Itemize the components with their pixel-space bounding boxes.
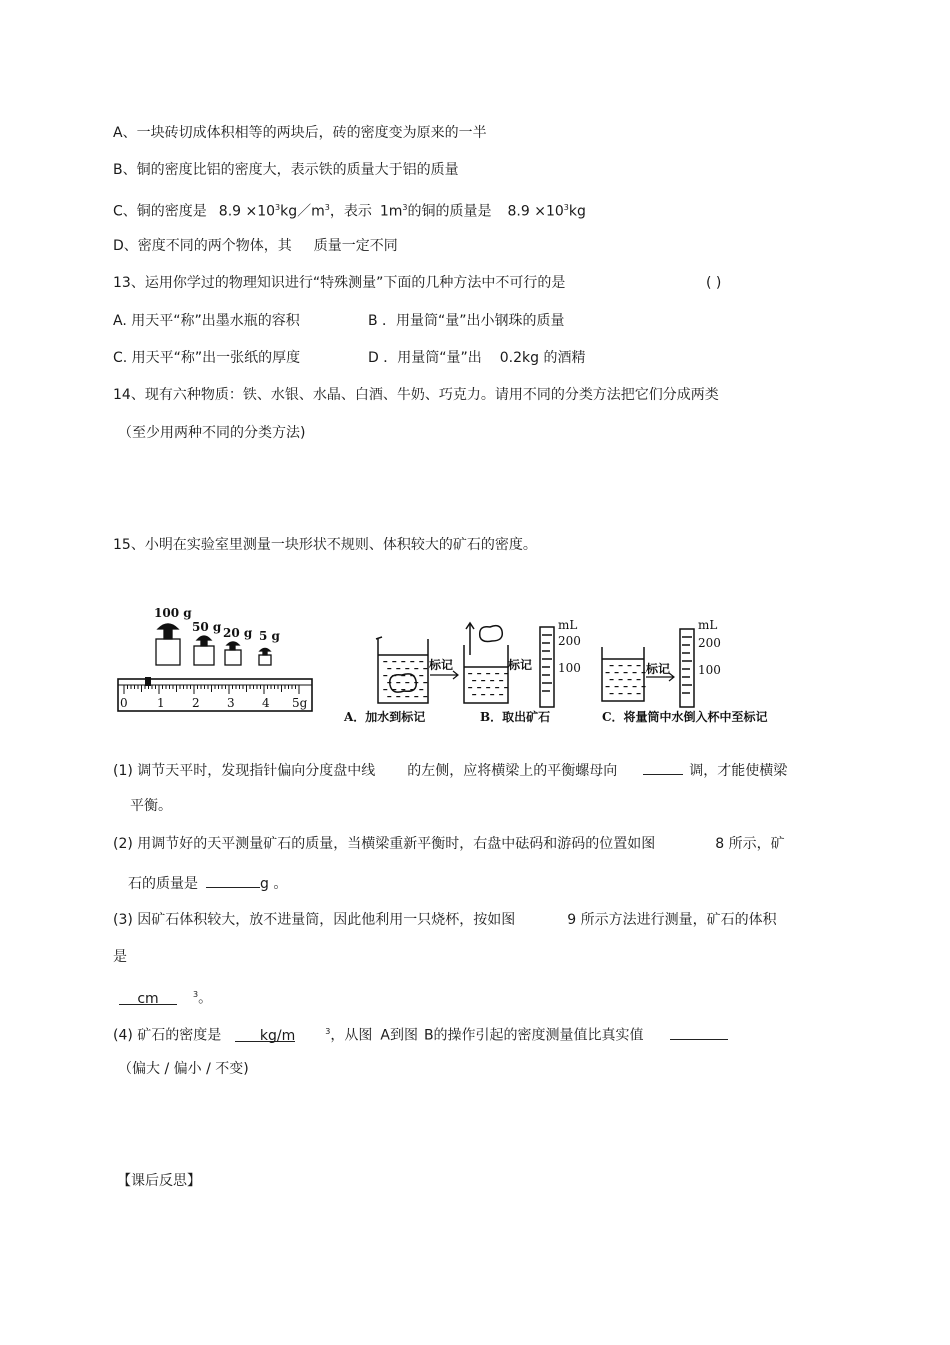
water-dash: [481, 680, 485, 681]
q15-part1-line2: 平衡。: [130, 798, 172, 814]
water-dash: [423, 668, 427, 669]
q15-part4-line1: [113, 1023, 728, 1045]
water-dash: [401, 661, 405, 662]
water-dash: [410, 675, 414, 676]
weight-100g-icon: [156, 624, 180, 665]
q12-option-a: A、一块砖切成体积相等的两块后，砖的密度变为原来的一半: [113, 125, 487, 141]
q13-option-a: A. 用天平“称”出墨水瓶的容积: [113, 313, 300, 329]
water-dash: [637, 693, 641, 694]
water-dash: [486, 687, 490, 688]
q12-d-text2: 质量一定不同: [313, 238, 398, 254]
mark-label-c: 标记: [646, 662, 671, 676]
q14-note: （至少用两种不同的分类方法): [118, 425, 306, 441]
cylinder-2-100: 100: [698, 663, 721, 677]
q13-d-text2: 0.2kg 的酒精: [499, 350, 586, 366]
q15-p2-text-d: g 。: [260, 876, 288, 892]
q13-answer-paren: ( ): [706, 275, 722, 291]
water-dash: [615, 686, 619, 687]
mark-label-b: 标记: [508, 658, 533, 672]
water-dash: [419, 661, 423, 662]
water-dash: [396, 682, 400, 683]
q15-p2-text-b: 8 所示，矿: [715, 836, 785, 852]
water-dash: [410, 661, 414, 662]
cylinder-1-icon: [540, 627, 554, 707]
beaker-c-icon: [602, 647, 644, 701]
water-dash: [610, 693, 614, 694]
q15-part1-line1: [113, 760, 787, 780]
q12-c-exp2: 3: [324, 203, 330, 212]
q15-p2-text-a: (2) 用调节好的天平测量矿石的质量，当横梁重新平衡时，右盘中砝码和游码的位置如图: [113, 836, 656, 852]
water-dash: [405, 682, 409, 683]
q12-c-text: C、铜的密度是: [113, 203, 207, 220]
q15-p1-blank[interactable]: [643, 760, 683, 775]
mark-label-a: 标记: [429, 658, 454, 672]
cylinder-1-unit: mL: [558, 618, 578, 632]
water-dash: [383, 689, 387, 690]
q15-p4-text-e: A到图: [380, 1027, 418, 1044]
q15-p4-text-a: (4) 矿石的密度是: [113, 1027, 222, 1044]
cylinder-1-200: 200: [558, 634, 581, 648]
water-dash: [490, 680, 494, 681]
rider-scale: [118, 677, 312, 711]
water-dash: [628, 679, 632, 680]
water-dash: [637, 679, 641, 680]
water-dash: [628, 693, 632, 694]
weight-50g-label: 50 g: [192, 620, 222, 634]
q14-stem: 14、现有六种物质：铁、水银、水晶、白酒、牛奶、巧克力。请用不同的分类方法把它们分成两类: [113, 387, 719, 403]
q12-option-d: [113, 237, 398, 255]
water-dash: [414, 682, 418, 683]
q12-d-text: D、密度不同的两个物体，其: [113, 238, 292, 254]
cylinder-2-icon: [680, 629, 694, 707]
water-dash: [410, 689, 414, 690]
caption-c: C．将量筒中水倒入杯中至标记: [602, 710, 768, 724]
water-dash: [495, 687, 499, 688]
q15-p2-text-c: 石的质量是: [128, 876, 198, 892]
water-dash: [628, 665, 632, 666]
q15-p4-text-f: B的操作引起的密度测量值比真实值: [423, 1027, 644, 1044]
figure-8-balance-weights: [112, 603, 322, 715]
water-dash: [383, 675, 387, 676]
water-dash: [423, 696, 427, 697]
water-dash: [477, 687, 481, 688]
water-dash: [396, 668, 400, 669]
q12-c-text2: ，表示: [329, 203, 372, 220]
water-dash: [624, 686, 628, 687]
q15-stem: 15、小明在实验室里测量一块形状不规则、体积较大的矿石的密度。: [113, 537, 537, 553]
q13-option-d: [368, 349, 585, 367]
q12-c-unit2: kg: [568, 203, 586, 220]
water-dash: [633, 686, 637, 687]
water-dash: [606, 672, 610, 673]
arrow-a-icon: [430, 671, 458, 679]
water-dash: [423, 682, 427, 683]
weight-20g-icon: [225, 642, 241, 665]
q15-part2-line2: [128, 873, 287, 893]
cylinder-1-100: 100: [558, 661, 581, 675]
q12-option-b: B、铜的密度比铝的密度大，表示铁的质量大于铝的质量: [113, 162, 459, 178]
tick-label-2: 2: [192, 696, 200, 710]
water-dash: [504, 673, 508, 674]
weight-50g-icon: [194, 636, 214, 665]
water-dash: [619, 665, 623, 666]
q12-c-exp4: 3: [563, 203, 569, 212]
water-dash: [419, 689, 423, 690]
water-dash: [499, 680, 503, 681]
q15-p3-period: 。: [198, 990, 213, 1007]
water-dash: [414, 696, 418, 697]
water-dash: [610, 679, 614, 680]
water-dash: [392, 661, 396, 662]
water-dash: [637, 665, 641, 666]
cylinder-2-200: 200: [698, 636, 721, 650]
water-dash: [401, 675, 405, 676]
water-dash: [468, 673, 472, 674]
water-dash: [499, 694, 503, 695]
q13-d-text: D ．用量筒“量”出: [368, 350, 482, 366]
q15-part3-line2: 是: [113, 949, 127, 965]
q15-part2-line1: [113, 835, 785, 853]
caption-b: B．取出矿石: [480, 710, 551, 724]
q12-c-value: 8.9 ×10: [218, 203, 276, 220]
q15-part3-line3: [119, 986, 212, 1008]
cylinder-2-unit: mL: [698, 618, 718, 632]
water-dash: [504, 687, 508, 688]
water-dash: [472, 694, 476, 695]
water-dash: [619, 693, 623, 694]
q12-c-unit: kg／m: [280, 203, 325, 220]
q15-p1-text-b: 的左侧，应将横梁上的平衡螺母向: [407, 763, 618, 779]
water-dash: [642, 672, 646, 673]
water-dash: [468, 687, 472, 688]
q12-option-c: [113, 199, 586, 221]
q15-p1-text-a: (1) 调节天平时，发现指针偏向分度盘中线: [113, 763, 376, 779]
water-dash: [477, 673, 481, 674]
figure-9-volume-procedure: [340, 615, 770, 730]
water-dash: [392, 689, 396, 690]
tick-label-0: 0: [120, 696, 128, 710]
q15-p3-text-b: 9 所示方法进行测量，矿石的体积: [567, 912, 777, 928]
water-dash: [610, 665, 614, 666]
weight-20g-label: 20 g: [223, 626, 253, 640]
q15-p3-blank[interactable]: [119, 990, 177, 1005]
q13-stem: 13、运用你学过的物理知识进行“特殊测量”下面的几种方法中不可行的是: [113, 275, 566, 291]
q15-p3-unit: cm: [137, 990, 159, 1007]
beaker-a-icon: [376, 637, 428, 703]
water-dash: [624, 672, 628, 673]
tick-label-3: 3: [227, 696, 235, 710]
q12-c-text3: 的铜的质量是: [407, 203, 492, 220]
q15-p4-blank-compare[interactable]: [670, 1025, 728, 1040]
tick-label-4: 4: [262, 696, 270, 710]
water-dash: [490, 694, 494, 695]
water-dash: [481, 694, 485, 695]
water-dash: [486, 673, 490, 674]
q12-c-exp3: 3: [402, 203, 408, 212]
water-dash: [392, 675, 396, 676]
water-dash: [633, 672, 637, 673]
water-dash: [619, 679, 623, 680]
q15-p2-blank[interactable]: [206, 873, 260, 888]
water-dash: [606, 686, 610, 687]
q15-part3-line1: [113, 911, 777, 929]
water-dash: [495, 673, 499, 674]
water-dash: [615, 672, 619, 673]
q12-c-value2: 8.9 ×10: [507, 203, 564, 220]
water-dash: [387, 668, 391, 669]
q13-option-b: B ．用量筒“量”出小钢珠的质量: [368, 313, 565, 329]
water-dash: [383, 661, 387, 662]
q15-p4-unit: kg/m: [259, 1027, 296, 1044]
rider-icon: [145, 677, 151, 686]
water-dash: [396, 696, 400, 697]
water-dash: [387, 682, 391, 683]
tick-label-1: 1: [157, 696, 165, 710]
weight-5g-label: 5 g: [259, 629, 280, 643]
q15-p4-exp: 3: [325, 1027, 331, 1036]
beaker-b-icon: [464, 623, 508, 703]
q15-p3-text-a: (3) 因矿石体积较大，放不进量筒，因此他利用一只烧杯，按如图: [113, 912, 516, 928]
q15-p4-blank-density[interactable]: [235, 1027, 295, 1042]
q13-option-c: C. 用天平“称”出一张纸的厚度: [113, 350, 301, 366]
water-dash: [387, 696, 391, 697]
water-dash: [419, 675, 423, 676]
reflection-heading: 【课后反思】: [117, 1173, 201, 1189]
q12-c-volume: 1m: [379, 203, 403, 220]
water-dash: [405, 668, 409, 669]
q12-c-exp: 3: [275, 203, 281, 212]
q15-p4-text-d: ，从图: [330, 1027, 373, 1044]
tick-label-5g: 5g: [292, 696, 308, 710]
water-dash: [401, 689, 405, 690]
weight-5g-icon: [259, 649, 271, 666]
weight-100g-label: 100 g: [154, 606, 192, 620]
water-dash: [472, 680, 476, 681]
water-dash: [414, 668, 418, 669]
water-dash: [642, 686, 646, 687]
q15-p3-exp: 3: [193, 990, 199, 999]
q15-part4-options: （偏大 / 偏小 / 不变): [118, 1061, 249, 1077]
q15-p1-text-c: 调，才能使横梁: [689, 763, 788, 779]
caption-a: A．加水到标记: [344, 710, 426, 724]
water-dash: [405, 696, 409, 697]
